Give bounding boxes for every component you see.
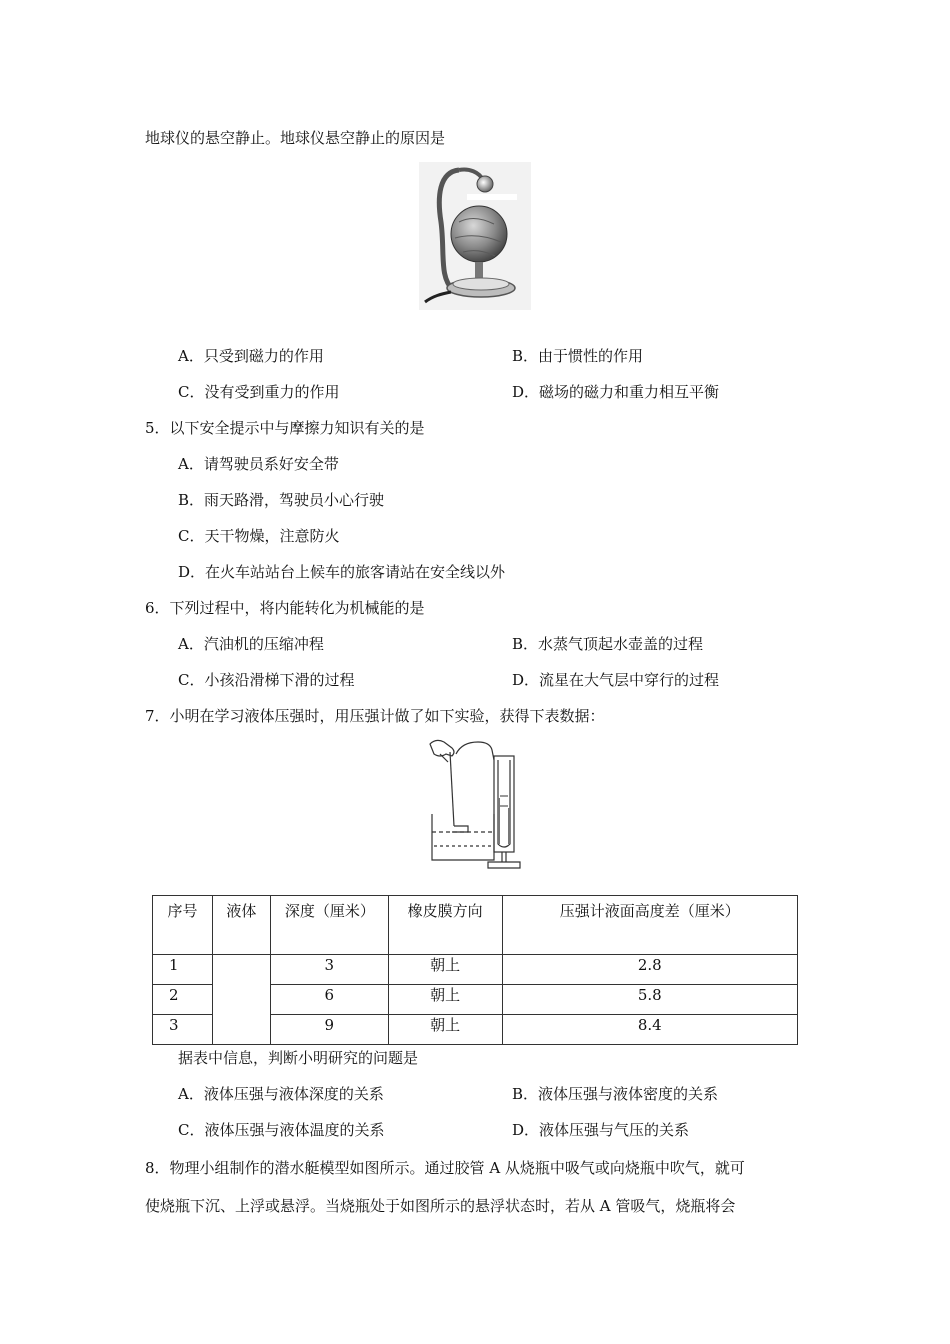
cell-liquid xyxy=(212,955,270,1045)
q5-stem: 5．以下安全提示中与摩擦力知识有关的是 xyxy=(145,419,425,437)
q5-option-b: B．雨天路滑，驾驶员小心行驶 xyxy=(178,491,385,509)
cell-index: 2 xyxy=(153,985,213,1015)
q7-option-c: C．液体压强与液体温度的关系 xyxy=(178,1121,385,1139)
q4-stem: 地球仪的悬空静止。地球仪悬空静止的原因是 xyxy=(145,129,446,147)
cell-membrane: 朝上 xyxy=(388,985,502,1015)
q7-option-d: D．液体压强与气压的关系 xyxy=(512,1121,690,1139)
q5-option-a: A．请驾驶员系好安全带 xyxy=(178,455,339,473)
cell-height-diff: 5.8 xyxy=(502,985,798,1015)
q7-question: 据表中信息，判断小明研究的问题是 xyxy=(178,1049,419,1067)
q6-stem: 6．下列过程中，将内能转化为机械能的是 xyxy=(145,599,425,617)
cell-height-diff: 8.4 xyxy=(502,1015,798,1045)
cell-depth: 9 xyxy=(270,1015,388,1045)
q4-option-c: C．没有受到重力的作用 xyxy=(178,383,340,401)
cell-depth: 3 xyxy=(270,955,388,985)
q5-option-c: C．天干物燥，注意防火 xyxy=(178,527,340,545)
pressure-gauge-figure xyxy=(422,736,530,872)
cell-membrane: 朝上 xyxy=(388,1015,502,1045)
q8-stem-line2: 使烧瓶下沉、上浮或悬浮。当烧瓶处于如图所示的悬浮状态时，若从 A 管吸气，烧瓶将会 xyxy=(145,1197,736,1215)
q7-option-b: B．液体压强与液体密度的关系 xyxy=(512,1085,719,1103)
header-liquid: 液体 xyxy=(212,896,270,955)
q4-option-d: D．磁场的磁力和重力相互平衡 xyxy=(512,383,720,401)
q6-option-d: D．流星在大气层中穿行的过程 xyxy=(512,671,720,689)
q8-stem-line1: 8．物理小组制作的潜水艇模型如图所示。通过胶管 A 从烧瓶中吸气或向烧瓶中吹气，就可 xyxy=(145,1159,745,1177)
q6-option-c: C．小孩沿滑梯下滑的过程 xyxy=(178,671,355,689)
pressure-data-table xyxy=(152,895,798,1045)
header-membrane: 橡皮膜方向 xyxy=(388,896,502,955)
header-index: 序号 xyxy=(153,896,213,955)
q5-option-d: D．在火车站站台上候车的旅客请站在安全线以外 xyxy=(178,563,506,581)
cell-membrane: 朝上 xyxy=(388,955,502,985)
table-header-row xyxy=(153,896,798,955)
cell-index: 3 xyxy=(153,1015,213,1045)
cell-depth: 6 xyxy=(270,985,388,1015)
cell-height-diff: 2.8 xyxy=(502,955,798,985)
header-depth: 深度（厘米） xyxy=(270,896,388,955)
q4-option-b: B．由于惯性的作用 xyxy=(512,347,644,365)
q4-option-a: A．只受到磁力的作用 xyxy=(178,347,324,365)
header-height-diff: 压强计液面高度差（厘米） xyxy=(502,896,798,955)
q7-stem: 7．小明在学习液体压强时，用压强计做了如下实验，获得下表数据： xyxy=(145,707,605,725)
table-row xyxy=(153,955,798,985)
levitating-globe-figure xyxy=(419,162,531,310)
cell-index: 1 xyxy=(153,955,213,985)
q6-option-a: A．汽油机的压缩冲程 xyxy=(178,635,324,653)
q6-option-b: B．水蒸气顶起水壶盖的过程 xyxy=(512,635,704,653)
q7-option-a: A．液体压强与液体深度的关系 xyxy=(178,1085,384,1103)
